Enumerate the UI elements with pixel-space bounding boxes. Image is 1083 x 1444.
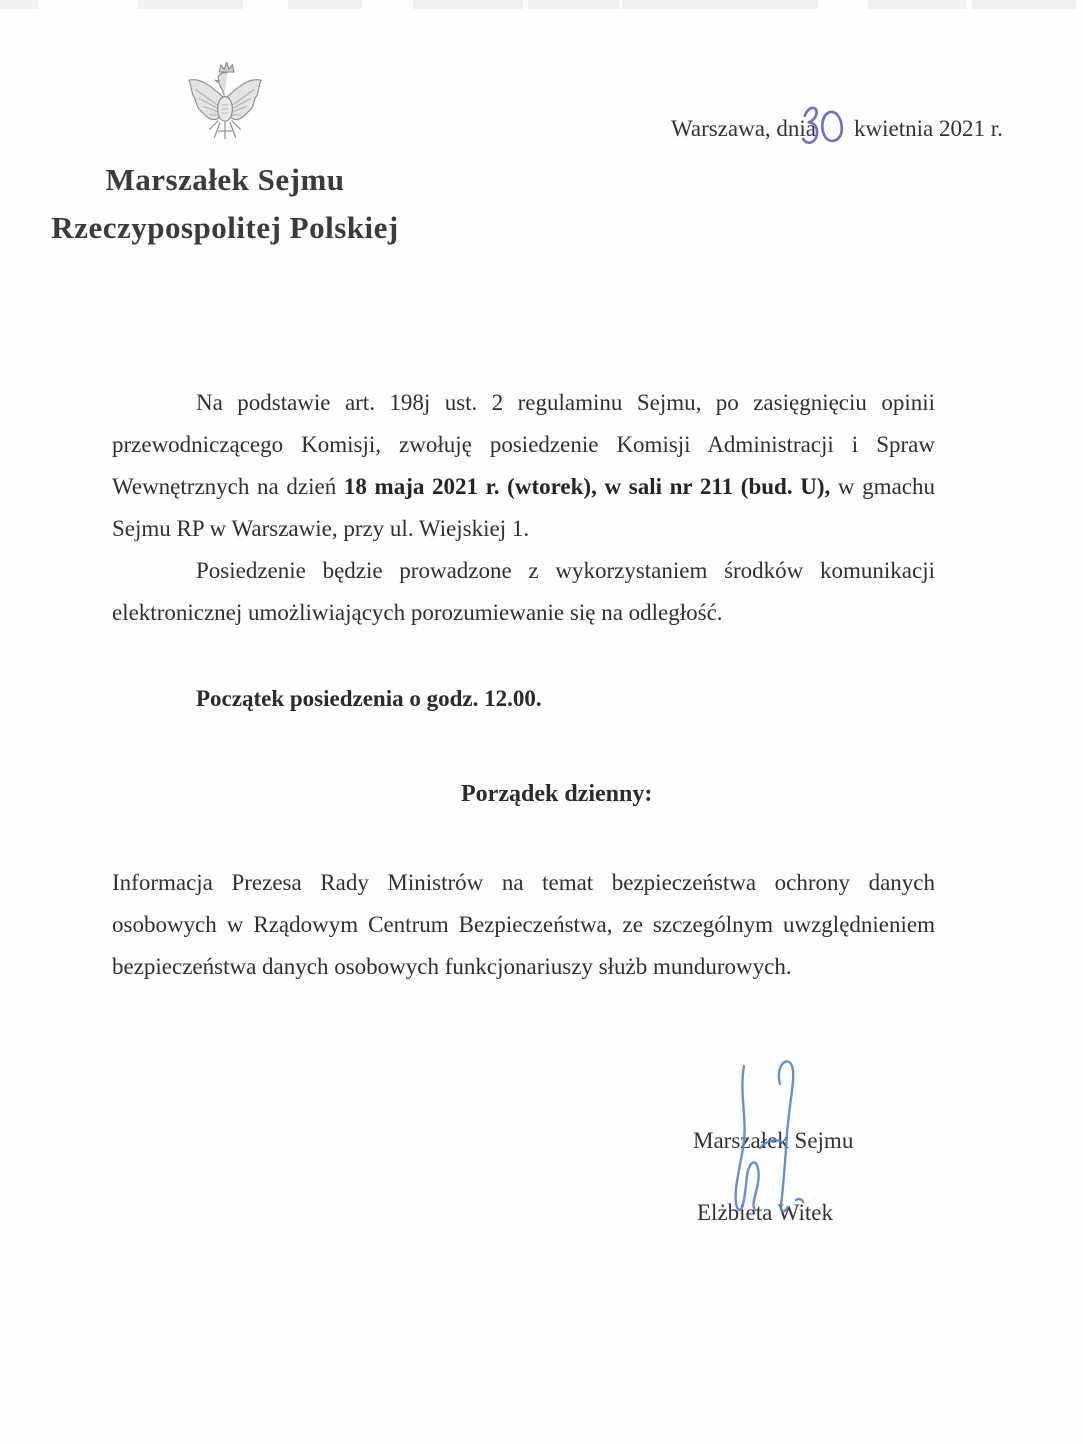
letterhead-title: [45, 156, 405, 252]
scan-artifact: [622, 0, 818, 9]
agenda-heading: Porządek dzienny:: [461, 781, 653, 807]
signature-title: Marszałek Sejmu: [693, 1128, 854, 1153]
scan-artifact: [0, 0, 38, 9]
paragraph1-text-start: Na podstawie art. 198j ust. 2 regulaminu Sejmu, po zasięgnięciu opinii przewodniczącego Komisji, zwołuję posiedzenie Komisji Administracji i Spraw Wewnętrznych na dzień: [112, 390, 935, 499]
scan-artifact: [413, 0, 523, 9]
scan-artifact: [528, 0, 620, 9]
scan-artifact-strip: [0, 0, 1083, 10]
dateline: [671, 116, 1051, 142]
scan-artifact: [288, 0, 362, 9]
paragraph-remote-participation: Posiedzenie będzie prowadzone z wykorzystaniem środków komunikacji elektronicznej umożliwiających porozumiewanie się na odległość.: [112, 558, 935, 625]
letterhead-line1: Marszałek Sejmu: [105, 162, 345, 197]
handwritten-day-30: [797, 100, 847, 152]
dateline-suffix: kwietnia 2021 r.: [854, 116, 1003, 141]
signature-name: Elżbieta Witek: [697, 1200, 833, 1225]
meeting-start-time: Początek posiedzenia o godz. 12.00.: [196, 686, 542, 711]
polish-eagle-emblem-icon: [184, 58, 266, 150]
handwritten-signature: [720, 1052, 815, 1230]
paragraph1-bold-date-room: 18 maja 2021 r. (wtorek), w sali nr 211 (bud. U),: [343, 474, 831, 499]
paragraph-legal-basis: [112, 382, 935, 550]
agenda-item: Informacja Prezesa Rady Ministrów na temat bezpieczeństwa ochrony danych osobowych w Rządowym Centrum Bezpieczeństwa, ze szczególnym uwzględnieniem bezpieczeństwa danych osobowych funkcjonariuszy służb mundurowych.: [112, 870, 935, 979]
dateline-prefix: Warszawa, dnia: [671, 116, 817, 141]
scan-artifact: [138, 0, 243, 9]
paragraph1-text-end: w gmachu Sejmu RP w Warszawie, przy ul. Wiejskiej 1.: [112, 474, 935, 541]
letterhead-line2: Rzeczypospolitej Polskiej: [51, 210, 399, 245]
scan-artifact: [868, 0, 966, 9]
scan-artifact: [972, 0, 1076, 9]
